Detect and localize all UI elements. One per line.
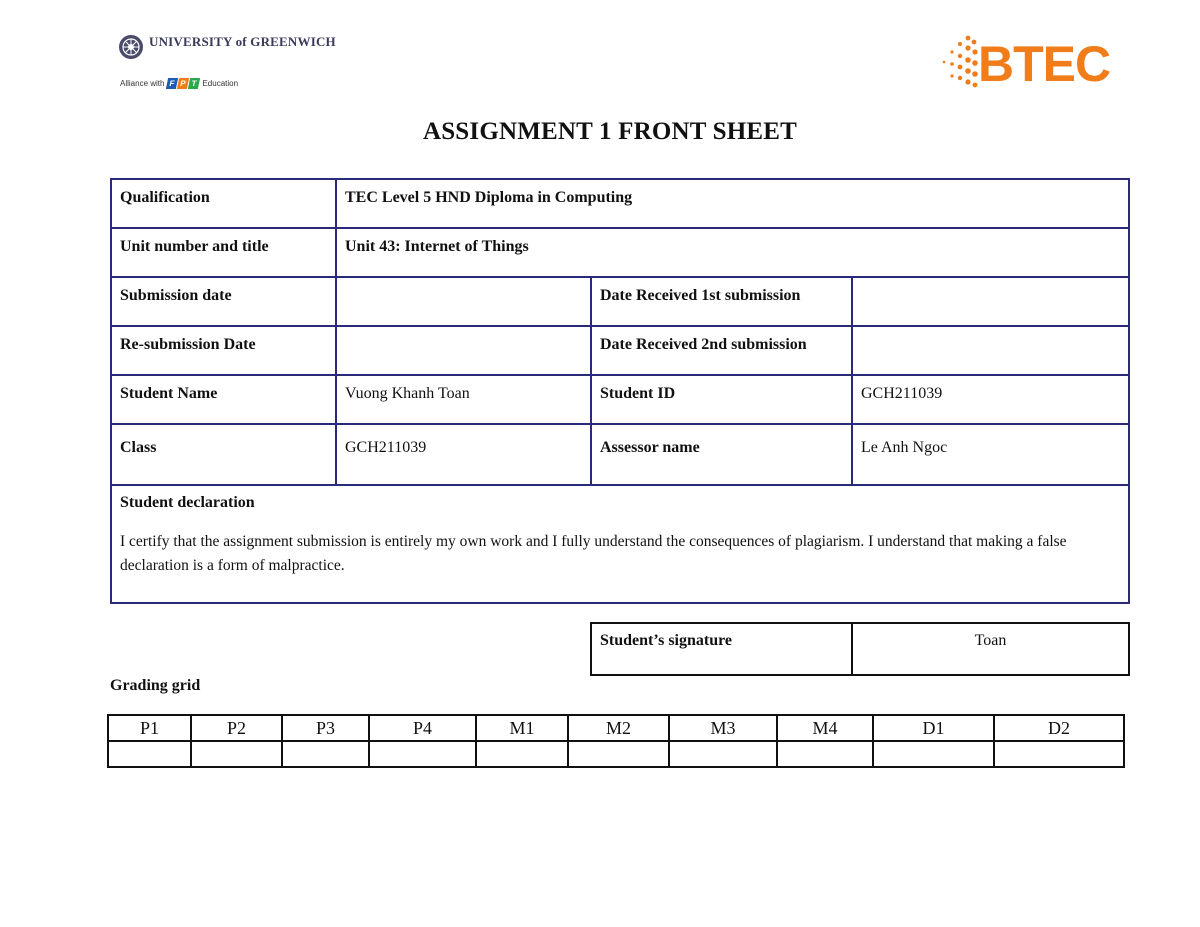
resubmission-date-field[interactable] [336,326,591,375]
university-name: UNIVERSITY of GREENWICH [149,34,336,49]
grade-header-m2: M2 [568,715,669,741]
qualification-value: TEC Level 5 HND Diploma in Computing [336,179,1129,228]
grade-cell-m4[interactable] [777,741,873,767]
date-received-2-field[interactable] [852,326,1129,375]
grading-grid-label: Grading grid [110,677,201,694]
front-sheet-table [110,178,1130,604]
alliance-line [120,78,238,89]
student-name-label: Student Name [111,375,336,424]
grade-cell-m1[interactable] [476,741,568,767]
grade-cell-p4[interactable] [369,741,476,767]
assessor-field[interactable]: Le Anh Ngoc [852,424,1129,485]
unit-value: Unit 43: Internet of Things [336,228,1129,277]
date-received-1-field[interactable] [852,277,1129,326]
student-row [111,375,1129,424]
university-crest-icon [118,34,144,60]
date-received-2-label: Date Received 2nd submission [591,326,852,375]
qualification-label: Qualification [111,179,336,228]
btec-dots-icon [934,32,980,94]
student-name-field[interactable]: Vuong Khanh Toan [336,375,591,424]
assessor-label: Assessor name [591,424,852,485]
resubmission-date-label: Re-submission Date [111,326,336,375]
class-label: Class [111,424,336,485]
declaration-text: I certify that the assignment submission is entirely my own work and I fully understand the consequences of plagiarism. I understand that making a false declaration is a form of malpractice. [120,533,1067,574]
grade-header-p1: P1 [108,715,191,741]
submission-date-label: Submission date [111,277,336,326]
grade-cell-p3[interactable] [282,741,369,767]
btec-logo-text: BTEC [978,36,1111,92]
signature-label: Student’s signature [591,623,852,675]
grade-cell-d2[interactable] [994,741,1124,767]
student-id-label: Student ID [591,375,852,424]
grade-cell-m2[interactable] [568,741,669,767]
alliance-suffix: Education [202,79,239,88]
signature-table [590,622,1130,676]
grading-header-row [108,715,1124,741]
grade-header-d2: D2 [994,715,1124,741]
btec-logo [934,32,1124,94]
class-field[interactable]: GCH211039 [336,424,591,485]
declaration-row [111,485,1129,603]
alliance-prefix: Alliance with [120,79,165,88]
grade-header-d1: D1 [873,715,994,741]
grade-header-m1: M1 [476,715,568,741]
grade-header-m4: M4 [777,715,873,741]
grade-header-m3: M3 [669,715,777,741]
grading-grid [107,714,1125,768]
fpt-logo-icon: F P T [167,78,199,89]
university-of-greenwich-logo [118,32,336,94]
grade-header-p3: P3 [282,715,369,741]
student-id-field[interactable]: GCH211039 [852,375,1129,424]
grade-header-p2: P2 [191,715,282,741]
unit-label: Unit number and title [111,228,336,277]
resubmission-row [111,326,1129,375]
class-row [111,424,1129,485]
signature-field[interactable]: Toan [852,623,1129,675]
declaration-cell [111,485,1129,603]
grade-cell-p1[interactable] [108,741,191,767]
submission-date-field[interactable] [336,277,591,326]
grade-header-p4: P4 [369,715,476,741]
grade-cell-m3[interactable] [669,741,777,767]
declaration-heading: Student declaration [120,494,255,511]
page-title: ASSIGNMENT 1 FRONT SHEET [422,118,798,145]
grade-cell-d1[interactable] [873,741,994,767]
submission-row [111,277,1129,326]
grade-cell-p2[interactable] [191,741,282,767]
qualification-row [111,179,1129,228]
unit-row [111,228,1129,277]
grading-value-row [108,741,1124,767]
date-received-1-label: Date Received 1st submission [591,277,852,326]
